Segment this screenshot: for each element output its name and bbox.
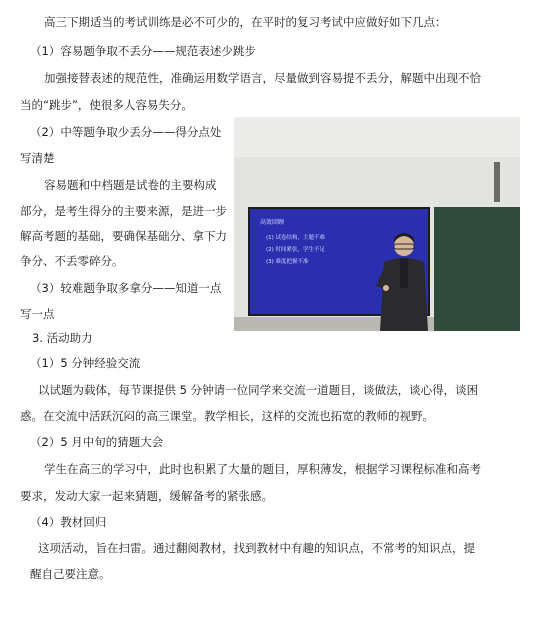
heading-2-line-2: 写清楚 bbox=[20, 151, 55, 165]
heading-6: （4）教材回归 bbox=[30, 515, 107, 529]
heading-3-line-2: 写一点 bbox=[20, 307, 55, 321]
screen-title: 高效回顾 bbox=[260, 219, 285, 226]
paragraph-2-line-4: 争分、不丢零碎分。 bbox=[20, 254, 124, 268]
classroom-photo bbox=[234, 117, 520, 331]
paragraph-4-line-2: 惑。在交流中活跃沉闷的高三课堂。教学相长，这样的交流也拓宽的教师的视野。 bbox=[20, 409, 434, 423]
paragraph-5-line-2: 要求，发动大家一起来猜题，缓解备考的紧张感。 bbox=[20, 489, 273, 503]
paragraph-1-line-2: 当的“跳步”，使很多人容易失分。 bbox=[20, 98, 193, 112]
paragraph-2-line-1: 容易题和中档题是试卷的主要构成 bbox=[44, 178, 217, 192]
heading-4: （1）5 分钟经验交流 bbox=[30, 356, 141, 370]
paragraph-4-line-1: 以试题为载体，每节课提供 5 分钟请一位同学来交流一道题目，谈做法，谈心得，谈困 bbox=[38, 383, 479, 397]
heading-5: （2）5 月中旬的猜题大会 bbox=[30, 435, 164, 449]
paragraph-1-line-1: 加强接替表述的规范性，准确运用数学语言，尽量做到容易提不丢分，解题中出现不恰 bbox=[44, 71, 481, 85]
paragraph-5-line-1: 学生在高三的学习中，此时也积累了大量的题目，厚积薄发，根据学习课程标准和高考 bbox=[44, 462, 481, 476]
screen-item-1: (1) 试卷结构，主题不难 bbox=[266, 235, 326, 241]
heading-2-line-1: （2）中等题争取少丢分——得分点处 bbox=[30, 125, 222, 139]
paragraph-2-line-2: 部分，是考生得分的主要来源，是进一步 bbox=[20, 204, 227, 218]
heading-1: （1）容易题争取不丢分——规范表述少跳步 bbox=[30, 44, 256, 58]
section-3-title: 3. 活动助力 bbox=[32, 331, 93, 345]
screen-item-3: (3) 难度把握不准 bbox=[266, 259, 309, 265]
intro-text: 高三下期适当的考试训练是必不可少的，在平时的复习考试中应做好如下几点： bbox=[44, 15, 447, 29]
paragraph-6-line-2: 醒自己要注意。 bbox=[30, 567, 111, 581]
screen-item-2: (2) 时间紧张，学生不足 bbox=[266, 247, 326, 253]
paragraph-2-line-3: 解高考题的基础，要确保基础分、拿下力 bbox=[20, 229, 227, 243]
teacher-figure bbox=[374, 230, 434, 331]
blackboard bbox=[434, 207, 520, 331]
paragraph-6-line-1: 这项活动，旨在扫雷。通过翻阅教材，找到教材中有趣的知识点，不常考的知识点，提 bbox=[38, 541, 475, 555]
heading-3-line-1: （3）较难题争取多拿分——知道一点 bbox=[30, 281, 222, 295]
